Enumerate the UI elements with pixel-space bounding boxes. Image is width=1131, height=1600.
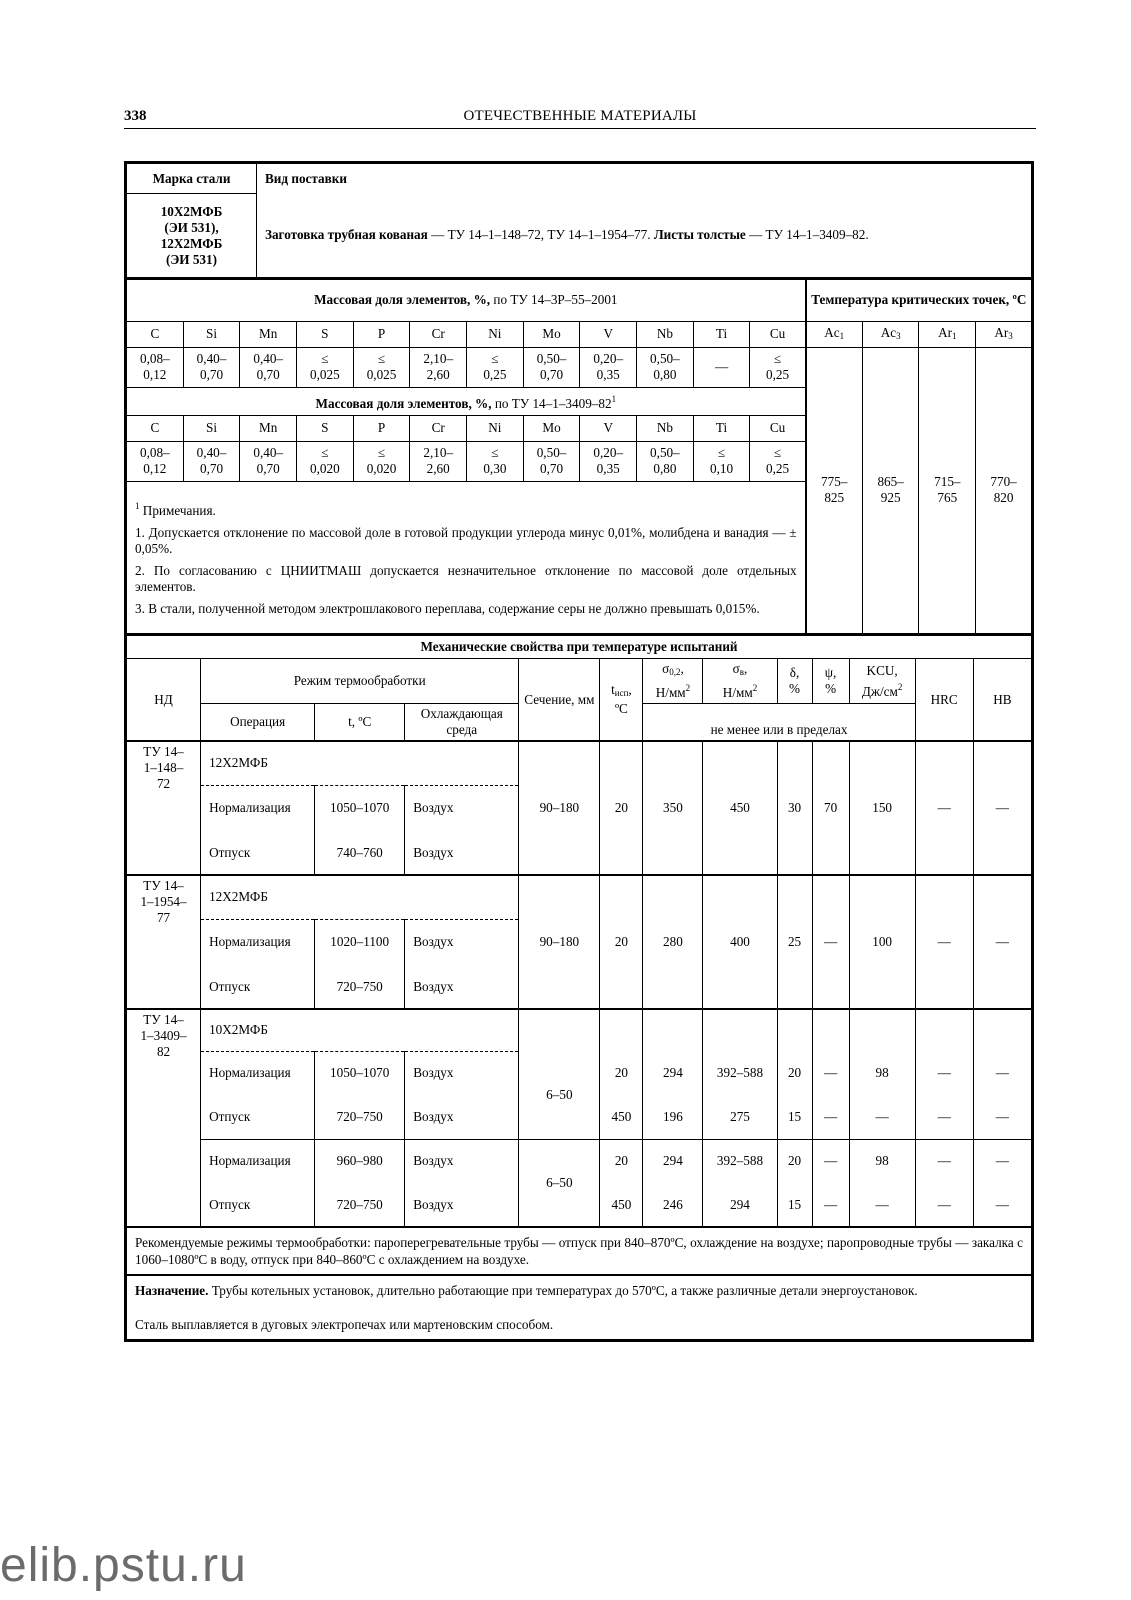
watermark: elib.pstu.ru xyxy=(0,1539,247,1592)
composition-value: 0,50– 0,80 xyxy=(637,441,694,481)
composition-value: 0,40– 0,70 xyxy=(183,441,240,481)
sigma02-value: 350 xyxy=(643,741,703,875)
sigma02-value: 294 xyxy=(643,1139,703,1183)
critical-header: $Ar_1$ xyxy=(919,321,976,347)
composition-title-text: по ТУ 14–1–3409–82 xyxy=(491,395,612,411)
element-header: Nb xyxy=(637,415,694,441)
hb-value: — xyxy=(973,875,1031,1009)
hrc-value: — xyxy=(915,1095,973,1139)
cooling-cell: Воздух xyxy=(405,831,519,875)
cooling-cell: Воздух xyxy=(405,1183,519,1227)
composition-value: — xyxy=(693,347,750,387)
temperature-cell: 1050–1070 xyxy=(315,1051,405,1095)
composition-table xyxy=(126,278,1032,634)
composition-title-text: по ТУ 14–3Р–55–2001 xyxy=(490,292,618,308)
sigmab-value: 294 xyxy=(703,1183,777,1227)
header-operation: Операция xyxy=(201,704,315,742)
header-hrc: HRC xyxy=(915,659,973,742)
running-title: ОТЕЧЕСТВЕННЫЕ МАТЕРИАЛЫ xyxy=(463,108,697,124)
composition-value: 0,08– 0,12 xyxy=(127,347,184,387)
composition-value: 0,50– 0,80 xyxy=(637,347,694,387)
page-header xyxy=(124,106,1036,129)
hrc-value: — xyxy=(915,875,973,1009)
element-header: Si xyxy=(183,415,240,441)
composition-value: 0,50– 0,70 xyxy=(523,347,580,387)
operation-cell: Отпуск xyxy=(201,1183,315,1227)
test-temp-value: 20 xyxy=(600,875,643,1009)
header-sigma02: $\sigma_{0,2}$, $Н/мм^2$ xyxy=(643,659,703,704)
element-header: Cr xyxy=(410,415,467,441)
composition-value: ≤ 0,025 xyxy=(297,347,354,387)
temperature-cell: 960–980 xyxy=(315,1139,405,1183)
sigmab-value: 392–588 xyxy=(703,1051,777,1095)
delta-value: 25 xyxy=(777,875,812,1009)
element-header: V xyxy=(580,321,637,347)
element-header: Nb xyxy=(637,321,694,347)
supply-description xyxy=(257,194,1032,278)
sigmab-value: 275 xyxy=(703,1095,777,1139)
header-delta: δ, % xyxy=(777,659,812,704)
composition-value: ≤ 0,025 xyxy=(353,347,410,387)
composition-value: 0,20– 0,35 xyxy=(580,347,637,387)
sigma02-value: 196 xyxy=(643,1095,703,1139)
section-value: 6–50 xyxy=(519,1139,600,1227)
nd-cell: ТУ 14– 1–148– 72 xyxy=(127,741,201,875)
psi-value: — xyxy=(812,1051,849,1095)
critical-header: $Ar_3$ xyxy=(976,321,1032,347)
element-header: Cr xyxy=(410,321,467,347)
grade-list xyxy=(127,194,257,278)
operation-cell: Отпуск xyxy=(201,965,315,1009)
cooling-cell: Воздух xyxy=(405,1139,519,1183)
element-header: Mn xyxy=(240,321,297,347)
element-header: S xyxy=(297,321,354,347)
hrc-value: — xyxy=(915,1051,973,1095)
critical-value: 865– 925 xyxy=(862,347,919,633)
element-header: C xyxy=(127,415,184,441)
section-value: 6–50 xyxy=(519,1051,600,1139)
element-header: Mn xyxy=(240,415,297,441)
nd-cell: ТУ 14– 1–3409– 82 xyxy=(127,1009,201,1227)
header-test-temp: $t_{исп}$, ºС xyxy=(600,659,643,742)
delta-value: 30 xyxy=(777,741,812,875)
header-not-less: не менее или в пределах xyxy=(643,704,915,742)
hb-value: — xyxy=(973,1183,1031,1227)
operation-cell: Отпуск xyxy=(201,831,315,875)
page-number: 338 xyxy=(124,108,147,124)
cooling-cell: Воздух xyxy=(405,965,519,1009)
composition-value: 0,08– 0,12 xyxy=(127,441,184,481)
delta-value: 15 xyxy=(777,1095,812,1139)
element-header: Ti xyxy=(693,415,750,441)
grade-line: (ЭИ 531), xyxy=(164,219,219,235)
element-header: Mo xyxy=(523,415,580,441)
purpose-label: Назначение. xyxy=(135,1283,209,1298)
steel-datasheet xyxy=(124,161,1034,1342)
composition-value: 0,40– 0,70 xyxy=(240,441,297,481)
test-temp-value: 450 xyxy=(600,1183,643,1227)
operation-cell: Нормализация xyxy=(201,1139,315,1183)
psi-value: — xyxy=(812,1139,849,1183)
delta-value: 20 xyxy=(777,1051,812,1095)
element-header: P xyxy=(353,415,410,441)
element-header: Cu xyxy=(750,321,806,347)
purpose-paragraph xyxy=(135,1282,1023,1299)
composition-value: 0,20– 0,35 xyxy=(580,441,637,481)
temperature-cell: 720–750 xyxy=(315,1183,405,1227)
composition-title-1 xyxy=(127,279,806,321)
composition-value: 0,50– 0,70 xyxy=(523,441,580,481)
operation-cell: Нормализация xyxy=(201,785,315,831)
test-temp-value: 20 xyxy=(600,741,643,875)
cooling-cell: Воздух xyxy=(405,919,519,965)
supply-label: Вид поставки xyxy=(257,164,1032,194)
block-grade: 12Х2МФБ xyxy=(201,875,519,919)
kcu-value: — xyxy=(849,1183,915,1227)
temperature-cell: 1020–1100 xyxy=(315,919,405,965)
psi-value: — xyxy=(812,875,849,1009)
header-kcu: KCU, $Дж/см^2$ xyxy=(849,659,915,704)
supply-item-text: — ТУ 14–1–148–72, ТУ 14–1–1954–77. xyxy=(427,227,654,243)
element-header: Ti xyxy=(693,321,750,347)
section-value: 90–180 xyxy=(519,875,600,1009)
cooling-cell: Воздух xyxy=(405,1095,519,1139)
recommended-heat-treatment: Рекомендуемые режимы термообработки: пароперегревательные трубы — отпуск при 840–870ºС, охлаждение на воздухе; паропроводные трубы — закалка с 1060–1080ºС в воду, отпуск при 840–860ºС с охлаждением на воздухе. xyxy=(127,1227,1032,1275)
block-grade: 10Х2МФБ xyxy=(201,1009,519,1051)
delta-value: 20 xyxy=(777,1139,812,1183)
kcu-value: 98 xyxy=(849,1139,915,1183)
composition-value: ≤ 0,25 xyxy=(750,441,806,481)
hrc-value: — xyxy=(915,1183,973,1227)
temperature-cell: 720–750 xyxy=(315,965,405,1009)
composition-title-bold: Массовая доля элементов, %, xyxy=(315,395,492,411)
element-header: Ni xyxy=(467,415,524,441)
sigmab-value: 400 xyxy=(703,875,777,1009)
test-temp-value: 450 xyxy=(600,1095,643,1139)
test-temp-value: 20 xyxy=(600,1139,643,1183)
critical-value: 715– 765 xyxy=(919,347,976,633)
header-regime: Режим термообработки xyxy=(201,659,519,704)
note-item: 2. По согласованию с ЦНИИТМАШ допускается незначительное отклонение по массовой доле отдельных элементов. xyxy=(135,562,797,594)
header-sigmab: $\sigma_в$, $Н/мм^2$ xyxy=(703,659,777,704)
header-psi: ψ, % xyxy=(812,659,849,704)
composition-value: 2,10– 2,60 xyxy=(410,441,467,481)
header-temperature: t, ºС xyxy=(315,704,405,742)
temperature-cell: 1050–1070 xyxy=(315,785,405,831)
element-header: Ni xyxy=(467,321,524,347)
header-nd: НД xyxy=(127,659,201,742)
smelting-note: Сталь выплавляется в дуговых электропечах или мартеновским способом. xyxy=(135,1317,554,1332)
hb-value: — xyxy=(973,1051,1031,1095)
note-item: 3. В стали, полученной методом электрошлакового переплава, содержание серы не должно превышать 0,015%. xyxy=(135,600,760,616)
critical-points-title: Температура критических точек, ºС xyxy=(806,279,1032,321)
section-value: 90–180 xyxy=(519,741,600,875)
element-header: Si xyxy=(183,321,240,347)
kcu-value: 98 xyxy=(849,1051,915,1095)
hb-value: — xyxy=(973,1095,1031,1139)
hb-value: — xyxy=(973,741,1031,875)
nd-cell: ТУ 14– 1–1954– 77 xyxy=(127,875,201,1009)
header-section: Сечение, мм xyxy=(519,659,600,742)
composition-value: ≤ 0,30 xyxy=(467,441,524,481)
composition-value: ≤ 0,10 xyxy=(693,441,750,481)
sigmab-value: 450 xyxy=(703,741,777,875)
psi-value: — xyxy=(812,1095,849,1139)
element-header: Mo xyxy=(523,321,580,347)
supply-item-text: — ТУ 14–1–3409–82. xyxy=(745,227,869,243)
purpose-section xyxy=(127,1275,1032,1340)
hrc-value: — xyxy=(915,741,973,875)
mechanical-properties-table xyxy=(126,634,1032,1341)
sigmab-value: 392–588 xyxy=(703,1139,777,1183)
grade-line: 10Х2МФБ xyxy=(160,203,223,219)
sigma02-value: 246 xyxy=(643,1183,703,1227)
mechanical-title: Механические свойства при температуре испытаний xyxy=(127,635,1032,659)
critical-header: $Ac_1$ xyxy=(806,321,863,347)
element-header: P xyxy=(353,321,410,347)
footnote-marker: 1 xyxy=(611,393,617,404)
composition-value: 2,10– 2,60 xyxy=(410,347,467,387)
hb-value: — xyxy=(973,1139,1031,1183)
sigma02-value: 294 xyxy=(643,1051,703,1095)
composition-value: ≤ 0,25 xyxy=(750,347,806,387)
header-hb: HB xyxy=(973,659,1031,742)
block-grade: 12Х2МФБ xyxy=(201,741,519,785)
grade-line: 12Х2МФБ xyxy=(160,235,223,251)
critical-header: $Ac_3$ xyxy=(862,321,919,347)
critical-value: 775– 825 xyxy=(806,347,863,633)
supply-item-bold: Заготовка трубная кованая xyxy=(265,227,428,243)
composition-value: 0,40– 0,70 xyxy=(183,347,240,387)
test-temp-value: 20 xyxy=(600,1051,643,1095)
psi-value: 70 xyxy=(812,741,849,875)
operation-cell: Нормализация xyxy=(201,919,315,965)
temperature-cell: 740–760 xyxy=(315,831,405,875)
grade-label: Марка стали xyxy=(127,164,257,194)
composition-title-bold: Массовая доля элементов, %, xyxy=(314,292,491,308)
header-cooling: Охлаждающая среда xyxy=(405,704,519,742)
composition-value: ≤ 0,25 xyxy=(467,347,524,387)
operation-cell: Нормализация xyxy=(201,1051,315,1095)
element-header: Cu xyxy=(750,415,806,441)
kcu-value: 100 xyxy=(849,875,915,1009)
kcu-value: 150 xyxy=(849,741,915,875)
psi-value: — xyxy=(812,1183,849,1227)
grade-line: (ЭИ 531) xyxy=(165,251,218,267)
critical-value: 770– 820 xyxy=(976,347,1032,633)
cooling-cell: Воздух xyxy=(405,1051,519,1095)
notes-title: $^1$ Примечания. xyxy=(135,500,216,518)
element-header: S xyxy=(297,415,354,441)
operation-cell: Отпуск xyxy=(201,1095,315,1139)
delta-value: 15 xyxy=(777,1183,812,1227)
purpose-text: Трубы котельных установок, длительно работающие при температурах до 570ºС, а также различные детали энергоустановок. xyxy=(208,1283,918,1298)
supply-table xyxy=(126,163,1032,278)
kcu-value: — xyxy=(849,1095,915,1139)
composition-value: 0,40– 0,70 xyxy=(240,347,297,387)
composition-value: ≤ 0,020 xyxy=(297,441,354,481)
cooling-cell: Воздух xyxy=(405,785,519,831)
supply-item-bold: Листы толстые xyxy=(653,227,746,243)
element-header: V xyxy=(580,415,637,441)
composition-title-2 xyxy=(127,387,806,415)
composition-notes xyxy=(127,481,806,633)
hrc-value: — xyxy=(915,1139,973,1183)
note-item: 1. Допускается отклонение по массовой доле в готовой продукции углерода минус 0,01%, молибдена и ванадия — ± 0,05%. xyxy=(135,524,797,556)
element-header: C xyxy=(127,321,184,347)
composition-value: ≤ 0,020 xyxy=(353,441,410,481)
temperature-cell: 720–750 xyxy=(315,1095,405,1139)
sigma02-value: 280 xyxy=(643,875,703,1009)
